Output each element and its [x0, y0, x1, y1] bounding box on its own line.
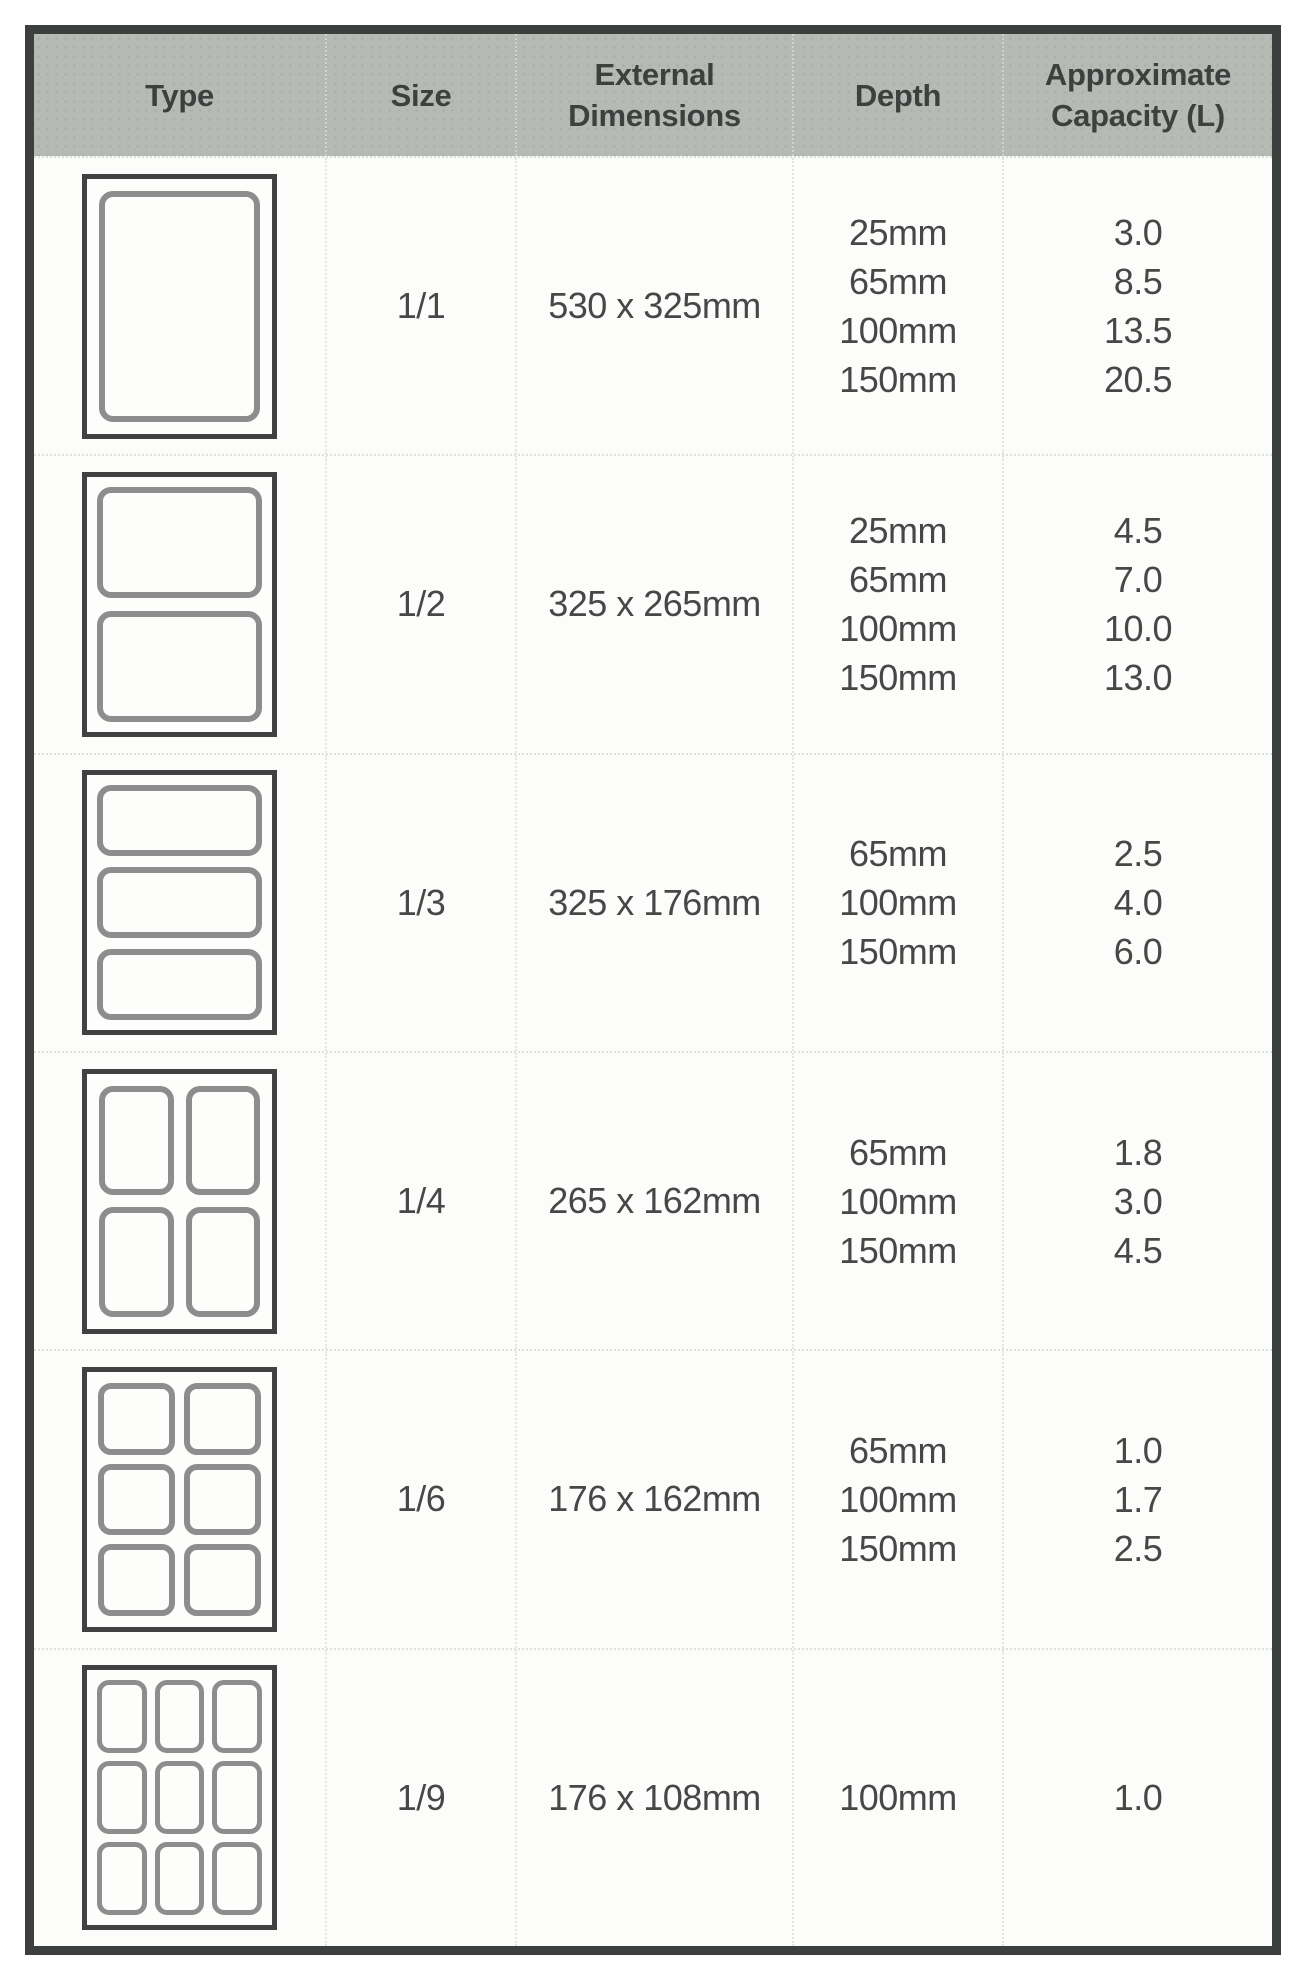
column-header-depth: Depth: [792, 34, 1002, 156]
pan-compartment: [98, 1383, 175, 1455]
pan-compartment: [212, 1761, 262, 1834]
capacity-value: 1.7: [1113, 1478, 1163, 1520]
depth-cell: [792, 1650, 1002, 1946]
gastronorm-size-table: [25, 25, 1281, 1955]
dimensions-cell: 176 x 108mm: [515, 1650, 792, 1946]
size-cell: 1/6: [325, 1351, 515, 1647]
capacity-value: 6.0: [1113, 931, 1163, 973]
capacity-value: 8.5: [1113, 261, 1163, 303]
capacity-value: 4.0: [1113, 882, 1163, 924]
size-cell: 1/1: [325, 158, 515, 454]
depth-cell: [792, 456, 1002, 752]
depth-cell: [792, 1351, 1002, 1647]
type-cell: [34, 755, 325, 1051]
capacity-value: 4.5: [1113, 1229, 1163, 1271]
pan-compartment: [212, 1680, 262, 1753]
pan-compartment: [97, 1761, 147, 1834]
column-header-size: Size: [325, 34, 515, 156]
pan-compartment: [155, 1761, 205, 1834]
depth-value: 150mm: [839, 1527, 957, 1569]
pan-diagram-1-3: [82, 770, 277, 1035]
pan-compartment: [184, 1383, 261, 1455]
capacity-value: 13.5: [1103, 310, 1173, 352]
dimensions-cell: 325 x 265mm: [515, 456, 792, 752]
capacity-cell: [1002, 1650, 1272, 1946]
depth-value: 150mm: [839, 931, 957, 973]
pan-compartment: [99, 191, 260, 422]
pan-compartment: [97, 611, 262, 722]
size-cell: 1/4: [325, 1053, 515, 1349]
column-header-type: Type: [145, 77, 214, 113]
pan-compartment: [184, 1544, 261, 1616]
type-cell: [34, 1351, 325, 1647]
capacity-value: 20.5: [1103, 359, 1173, 401]
depth-value: 100mm: [839, 1777, 957, 1819]
capacity-cell: [1002, 1351, 1272, 1647]
capacity-value: 10.0: [1103, 608, 1173, 650]
depth-cell: [792, 1053, 1002, 1349]
pan-compartment: [97, 949, 262, 1020]
depth-value: 100mm: [839, 882, 957, 924]
size-cell: 1/3: [325, 755, 515, 1051]
dimensions-cell: 325 x 176mm: [515, 755, 792, 1051]
depth-value: 100mm: [839, 608, 957, 650]
type-cell: [34, 1053, 325, 1349]
table-row: [34, 1648, 1272, 1946]
pan-diagram-1-6: [82, 1367, 277, 1632]
pan-compartment: [186, 1086, 261, 1196]
table-row: [34, 1051, 1272, 1349]
pan-compartment: [186, 1207, 261, 1317]
depth-value: 100mm: [839, 1180, 957, 1222]
pan-compartment: [98, 1464, 175, 1536]
pan-compartment: [97, 785, 262, 856]
size-cell: 1/9: [325, 1650, 515, 1946]
pan-diagram-1-2: [82, 472, 277, 737]
depth-value: 65mm: [848, 833, 948, 875]
capacity-value: 1.0: [1113, 1777, 1163, 1819]
depth-value: 150mm: [839, 359, 957, 401]
capacity-value: 13.0: [1103, 657, 1173, 699]
capacity-cell: [1002, 158, 1272, 454]
dimensions-cell: 176 x 162mm: [515, 1351, 792, 1647]
depth-value: 150mm: [839, 1229, 957, 1271]
depth-value: 100mm: [839, 310, 957, 352]
pan-compartment: [155, 1680, 205, 1753]
depth-cell: [792, 755, 1002, 1051]
table-header-row: [34, 34, 1272, 156]
pan-compartment: [212, 1842, 262, 1915]
pan-compartment: [184, 1464, 261, 1536]
depth-value: 65mm: [848, 559, 948, 601]
pan-compartment: [97, 487, 262, 598]
column-header-approximate-capacity: Approximate Capacity (L): [1002, 34, 1272, 156]
capacity-value: 1.8: [1113, 1131, 1163, 1173]
capacity-value: 2.5: [1113, 1527, 1163, 1569]
depth-value: 65mm: [848, 261, 948, 303]
table-row: [34, 1349, 1272, 1647]
column-header-external-dimensions: External Dimensions: [515, 34, 792, 156]
capacity-value: 4.5: [1113, 510, 1163, 552]
pan-compartment: [97, 1680, 147, 1753]
pan-compartment: [98, 1544, 175, 1616]
table-row: [34, 753, 1272, 1051]
pan-compartment: [99, 1207, 174, 1317]
depth-cell: [792, 158, 1002, 454]
depth-value: 65mm: [848, 1131, 948, 1173]
depth-value: 100mm: [839, 1478, 957, 1520]
capacity-cell: [1002, 456, 1272, 752]
depth-value: 25mm: [848, 510, 948, 552]
pan-compartment: [155, 1842, 205, 1915]
pan-diagram-1-4: [82, 1069, 277, 1334]
depth-value: 65mm: [848, 1429, 948, 1471]
size-cell: 1/2: [325, 456, 515, 752]
depth-value: 150mm: [839, 657, 957, 699]
capacity-value: 1.0: [1113, 1429, 1163, 1471]
pan-diagram-1-9: [82, 1665, 277, 1930]
type-cell: [34, 1650, 325, 1946]
dimensions-cell: 530 x 325mm: [515, 158, 792, 454]
type-cell: [34, 456, 325, 752]
capacity-value: 2.5: [1113, 833, 1163, 875]
pan-compartment: [97, 1842, 147, 1915]
capacity-value: 3.0: [1113, 212, 1163, 254]
pan-diagram-1-1: [82, 174, 277, 439]
capacity-value: 7.0: [1113, 559, 1163, 601]
table-row: [34, 156, 1272, 454]
dimensions-cell: 265 x 162mm: [515, 1053, 792, 1349]
table-row: [34, 454, 1272, 752]
pan-compartment: [99, 1086, 174, 1196]
capacity-cell: [1002, 1053, 1272, 1349]
capacity-value: 3.0: [1113, 1180, 1163, 1222]
capacity-cell: [1002, 755, 1272, 1051]
depth-value: 25mm: [848, 212, 948, 254]
pan-compartment: [97, 867, 262, 938]
type-cell: [34, 158, 325, 454]
